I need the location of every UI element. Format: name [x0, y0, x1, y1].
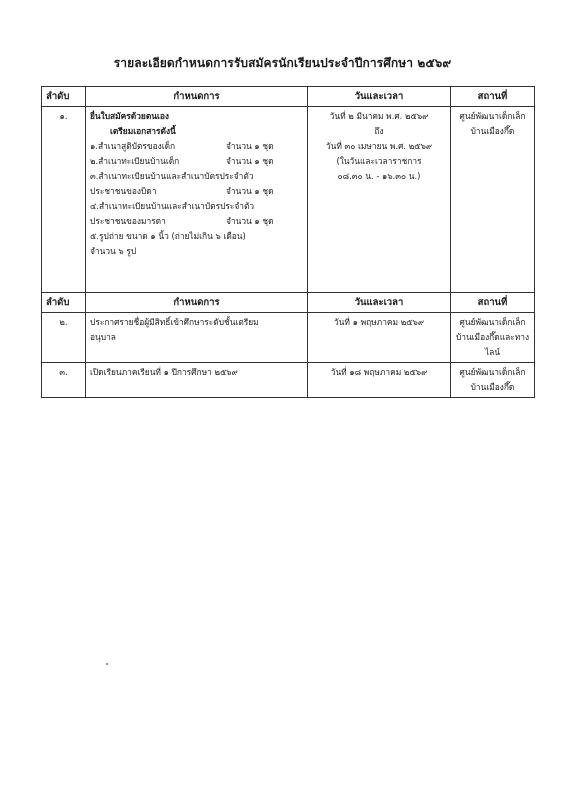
location-line: ศูนย์พัฒนาเด็กเล็ก: [459, 367, 526, 377]
row-number: ๓.: [42, 363, 86, 398]
date-cell: วันที่ ๑ พฤษภาคม ๒๕๖๙: [308, 313, 451, 363]
table-row: [42, 363, 535, 398]
document-item: ๔.สำเนาทะเบียนบ้านและสำเนาบัตรประจำตัว: [90, 201, 255, 211]
document-qty: จำนวน ๑ ชุด: [226, 156, 274, 166]
header-order: ลำดับ: [42, 293, 86, 313]
schedule-cell: [86, 313, 308, 363]
header-schedule: กำหนดการ: [86, 293, 308, 313]
document-item: ๕.รูปถ่าย ขนาด ๑ นิ้ว (ถ่ายไม่เกิน ๖ เดือน): [90, 231, 246, 241]
header-date-time: วันและเวลา: [308, 293, 451, 313]
schedule-line: เตรียมเอกสารดังนี้: [110, 126, 176, 136]
table-row: [42, 313, 535, 363]
document-name: ๑.สำเนาสูติบัตรของเด็ก: [90, 141, 176, 151]
date-line: ถึง: [374, 126, 384, 136]
date-cell: วันที่ ๑๘ พฤษภาคม ๒๕๖๙: [308, 363, 451, 398]
date-line: วันที่ ๓๐ เมษายน พ.ศ. ๒๕๖๙: [325, 141, 433, 151]
document-item: [90, 154, 303, 169]
schedule-line: ประกาศรายชื่อผู้มีสิทธิ์เข้าศึกษาระดับชั้นเตรียม: [90, 317, 259, 327]
page-title: รายละเอียดกำหนดการรับสมัครนักเรียนประจำปีการศึกษา ๒๕๖๙: [113, 56, 452, 70]
document-item: จำนวน ๖ รูป: [90, 246, 137, 256]
location-line: ศูนย์พัฒนาเด็กเล็ก: [459, 317, 526, 327]
location-cell: [451, 363, 535, 398]
table-header-row: [42, 87, 535, 107]
schedule-line: เปิดเรียนภาคเรียนที่ ๑ ปีการศึกษา ๒๕๖๙: [90, 367, 238, 377]
location-line: ศูนย์พัฒนาเด็กเล็ก: [459, 111, 526, 121]
date-line: วันที่ ๒ มีนาคม พ.ศ. ๒๕๖๙: [329, 111, 429, 121]
date-line: (ในวันและเวลาราชการ: [336, 156, 422, 166]
document-item: [90, 214, 303, 229]
schedule-cell: [86, 107, 308, 293]
document-qty: จำนวน ๑ ชุด: [226, 186, 274, 196]
location-line: บ้านเมืองกึ๊ด: [470, 126, 515, 136]
date-cell: [308, 107, 451, 293]
document-qty: จำนวน ๑ ชุด: [226, 216, 274, 226]
document-name: ประชาชนของบิดา: [90, 186, 157, 196]
row-number: ๑.: [42, 107, 86, 293]
document-name: ประชาชนของมารดา: [90, 216, 166, 226]
date-line: ๐๘.๓๐ น. - ๑๖.๓๐ น.): [337, 171, 421, 181]
location-cell: [451, 107, 535, 293]
table-header-row: [42, 293, 535, 313]
table-row: [42, 107, 535, 293]
stray-mark: [106, 663, 108, 665]
schedule-cell: [86, 363, 308, 398]
header-location: สถานที่: [451, 87, 535, 107]
schedule-line: อนุบาล: [90, 332, 116, 342]
document-qty: จำนวน ๑ ชุด: [226, 141, 274, 151]
document-item: ๓.สำเนาทะเบียนบ้านและสำเนาบัตรประจำตัว: [90, 171, 254, 181]
header-date-time: วันและเวลา: [308, 87, 451, 107]
document-item: [90, 139, 303, 154]
header-schedule: กำหนดการ: [86, 87, 308, 107]
document-item: [90, 184, 303, 199]
header-location: สถานที่: [451, 293, 535, 313]
location-cell: [451, 313, 535, 363]
row-number: ๒.: [42, 313, 86, 363]
schedule-line: ยื่นใบสมัครด้วยตนเอง: [90, 111, 169, 121]
location-line: บ้านเมืองกึ๊ด: [470, 382, 515, 392]
schedule-table: [41, 86, 535, 398]
header-order: ลำดับ: [42, 87, 86, 107]
document-name: ๒.สำเนาทะเบียนบ้านเด็ก: [90, 156, 180, 166]
location-line: บ้านเมืองกึ๊ดและทาง ไลน์: [455, 332, 530, 357]
